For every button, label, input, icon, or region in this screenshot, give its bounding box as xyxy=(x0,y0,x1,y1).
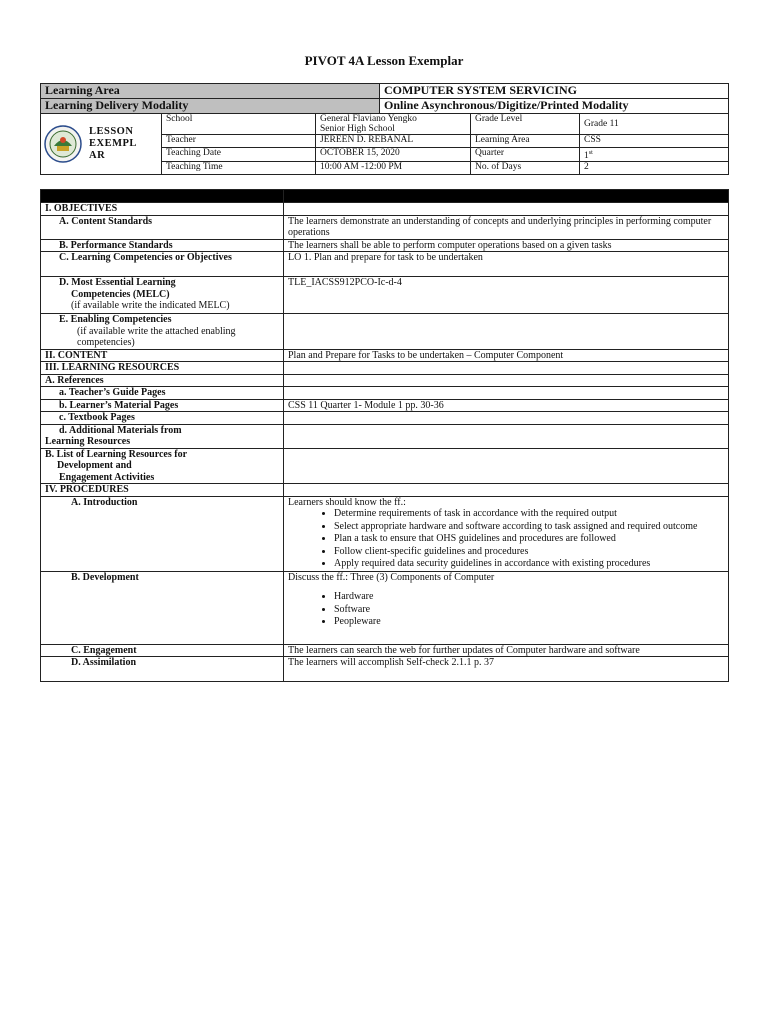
list-item: • Plan a task to ensure that OHS guidelines and procedures are followed xyxy=(334,533,724,546)
content-standards-label: A. Content Standards xyxy=(41,215,284,239)
list-item: • Hardware xyxy=(334,591,724,604)
assimilation-value: The learners will accomplish Self-check 2.1.1 p. 37 xyxy=(284,657,729,682)
teaching-time-value: 10:00 AM -12:00 PM xyxy=(316,162,471,175)
references-label: A. References xyxy=(41,374,284,387)
melc-value: TLE_IACSS912PCO-Ic-d-4 xyxy=(284,277,729,314)
resources-list-label: B. List of Learning Resources for Development and Engagement Activities xyxy=(41,448,284,484)
info-table xyxy=(40,113,729,175)
engagement-value: The learners can search the web for further updates of Computer hardware and software xyxy=(284,644,729,657)
teaching-date-label: Teaching Date xyxy=(162,148,316,162)
teacher-label: Teacher xyxy=(162,135,316,148)
modality-label: Learning Delivery Modality xyxy=(41,99,380,114)
deped-seal-icon xyxy=(43,124,83,164)
list-item: • Follow client-specific guidelines and procedures xyxy=(334,546,724,559)
learning-area-2-value: CSS xyxy=(580,135,729,148)
learning-area-value: COMPUTER SYSTEM SERVICING xyxy=(380,84,729,99)
teachers-guide-label: a. Teacher’s Guide Pages xyxy=(41,387,284,400)
development-value: Discuss the ff.: Three (3) Components of Computer • Hardware • Software • Peopleware xyxy=(284,571,729,644)
teaching-time-label: Teaching Time xyxy=(162,162,316,175)
melc-label: D. Most Essential Learning Competencies (MELC) (if available write the indicated MELC) xyxy=(41,277,284,314)
lesson-exemplar-label: LESSON EXEMPL AR xyxy=(89,126,137,161)
quarter-label: Quarter xyxy=(471,148,580,162)
learners-material-label: b. Learner’s Material Pages xyxy=(41,399,284,412)
learners-material-value: CSS 11 Quarter 1- Module 1 pp. 30-36 xyxy=(284,399,729,412)
list-item: • Apply required data security guidelines in accordance with existing procedures xyxy=(334,558,724,571)
school-label: School xyxy=(162,114,316,135)
development-list xyxy=(288,591,724,629)
school-value: General Flaviano Yengko Senior High School xyxy=(316,114,471,135)
list-item: • Select appropriate hardware and software according to task assigned and required outcome xyxy=(334,521,724,534)
document-title: PIVOT 4A Lesson Exemplar xyxy=(304,53,464,68)
introduction-list xyxy=(288,508,724,571)
competencies-label: C. Learning Competencies or Objectives xyxy=(41,252,284,277)
grade-level-label: Grade Level xyxy=(471,114,580,135)
grade-level-value: Grade 11 xyxy=(580,114,729,135)
introduction-value: Learners should know the ff.: • Determine requirements of task in accordance with the required output • Select appropriate hardware and software according to task assigned and required outcome • Plan a task to ensure that OHS guidelines and procedures are followed • Follow client-specific guidelines and procedures • Apply required data security guidelines in accordance with existing procedures xyxy=(284,496,729,571)
content-standards-value: The learners demonstrate an understanding of concepts and underlying principles in performing computer operations xyxy=(284,215,729,239)
procedures-heading: IV. PROCEDURES xyxy=(41,484,284,497)
competencies-value: LO 1. Plan and prepare for task to be undertaken xyxy=(284,252,729,277)
list-item: • Determine requirements of task in accordance with the required output xyxy=(334,508,724,521)
teaching-date-value: OCTOBER 15, 2020 xyxy=(316,148,471,162)
development-label: B. Development xyxy=(41,571,284,644)
modality-value: Online Asynchronous/Digitize/Printed Modality xyxy=(380,99,729,114)
introduction-label: A. Introduction xyxy=(41,496,284,571)
engagement-label: C. Engagement xyxy=(41,644,284,657)
learning-area-2-label: Learning Area xyxy=(471,135,580,148)
days-value: 2 xyxy=(580,162,729,175)
assimilation-label: D. Assimilation xyxy=(41,657,284,682)
learning-area-label: Learning Area xyxy=(41,84,380,99)
teacher-value: JEREEN D. REBANAL xyxy=(316,135,471,148)
objectives-heading: I. OBJECTIVES xyxy=(41,203,284,216)
list-item: • Peopleware xyxy=(334,616,724,629)
lesson-logo-cell xyxy=(41,114,162,175)
quarter-value: 1st xyxy=(580,148,729,162)
enabling-competencies-label: E. Enabling Competencies (if available write the attached enabling competencies) xyxy=(41,314,284,350)
learning-resources-heading: III. LEARNING RESOURCES xyxy=(41,362,284,375)
content-value: Plan and Prepare for Tasks to be undertaken – Computer Component xyxy=(284,349,729,362)
additional-materials-label: d. Additional Materials from Learning Resources xyxy=(41,424,284,448)
header-table xyxy=(40,83,729,114)
list-item: • Software xyxy=(334,604,724,617)
lesson-plan-table xyxy=(40,189,729,682)
content-label: II. CONTENT xyxy=(41,349,284,362)
performance-standards-value: The learners shall be able to perform computer operations based on a given tasks xyxy=(284,239,729,252)
performance-standards-label: B. Performance Standards xyxy=(41,239,284,252)
days-label: No. of Days xyxy=(471,162,580,175)
textbook-label: c. Textbook Pages xyxy=(41,412,284,425)
